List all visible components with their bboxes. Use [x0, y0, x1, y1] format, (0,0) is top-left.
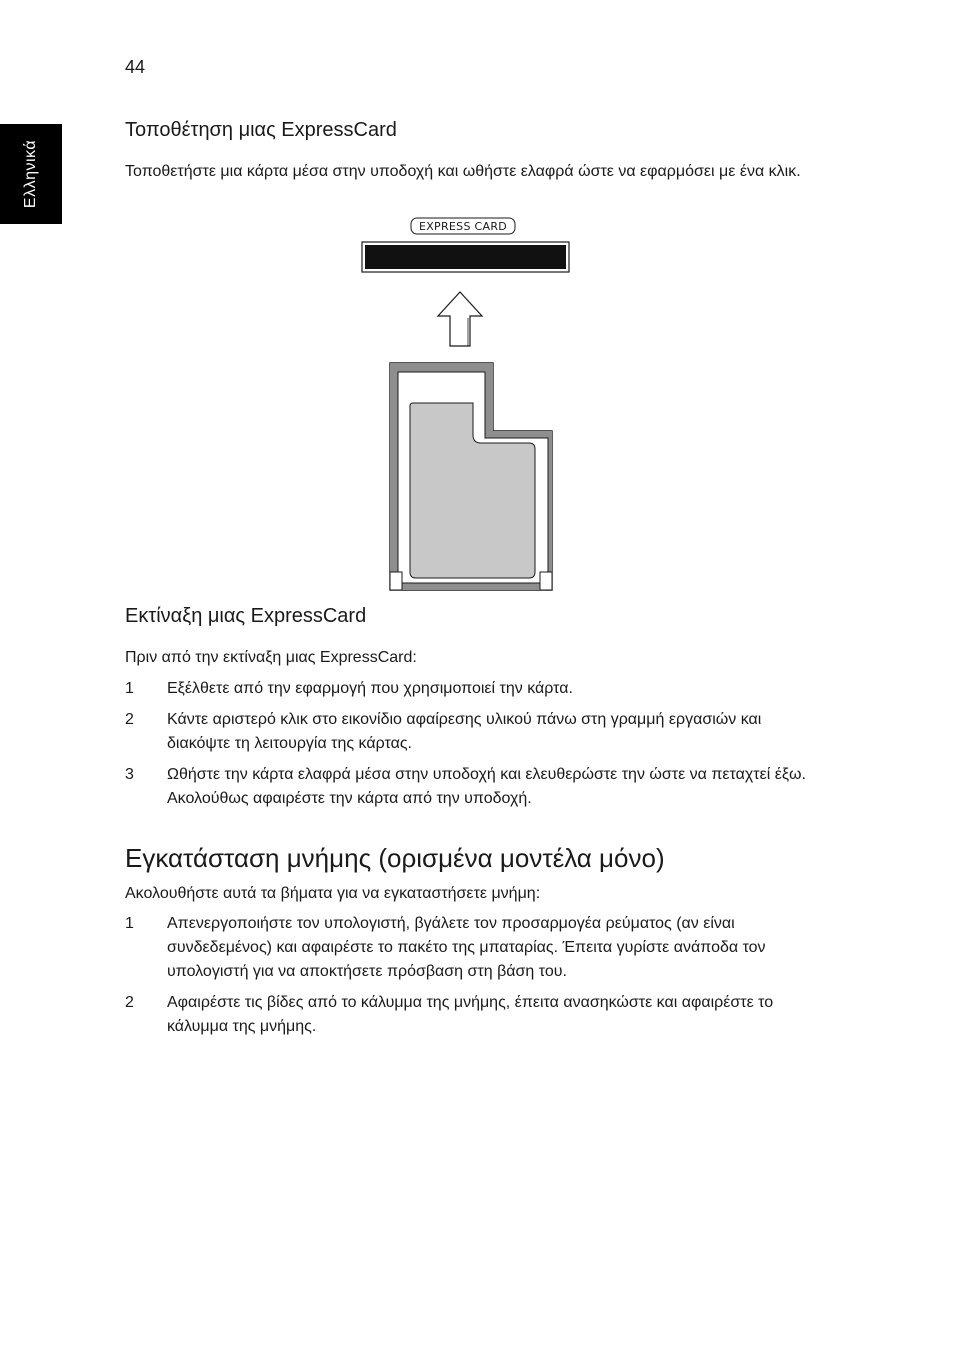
list-item: 1 Εξέλθετε από την εφαρμογή που χρησιμοποιεί την κάρτα.	[125, 680, 573, 697]
card-slot-opening	[365, 245, 566, 269]
memory-heading: Εγκατάσταση μνήμης (ορισμένα μοντέλα μόνο)	[125, 843, 665, 873]
eject-intro: Πριν από την εκτίναξη μιας ExpressCard:	[125, 649, 417, 666]
card-notch-left	[390, 572, 402, 590]
insert-heading: Τοποθέτηση μιας ExpressCard	[125, 119, 397, 141]
expresscard-label-area	[410, 403, 535, 578]
list-item: 1 Απενεργοποιήστε τον υπολογιστή, βγάλετε τον προσαρμογέα ρεύματος (αν είναι συνδεδεμένος) και αφαιρέστε το πακέτο της μπαταρίας. Έπειτα γυρίστε ανάποδα τον υπολογιστή για να αποκτήσετε πρόσβαση στη βάση του.	[125, 915, 766, 980]
eject-heading: Εκτίναξη μιας ExpressCard	[125, 605, 367, 627]
memory-intro: Ακολουθήστε αυτά τα βήματα για να εγκαταστήσετε μνήμη:	[125, 885, 541, 902]
insert-arrow-icon	[438, 292, 482, 346]
slot-label: EXPRESS CARD	[418, 220, 508, 233]
memory-steps-list	[125, 912, 815, 1046]
language-label: Ελληνικά	[22, 139, 39, 209]
list-item: 2 Αφαιρέστε τις βίδες από το κάλυμμα της μνήμης, έπειτα ανασηκώστε και αφαιρέστε το κάλυμμα της μνήμης.	[125, 994, 774, 1035]
list-item: 3 Ωθήστε την κάρτα ελαφρά μέσα στην υποδοχή και ελευθερώστε την ώστε να πεταχτεί έξω. Ακολούθως αφαιρέστε την κάρτα από την υποδοχή.	[125, 766, 806, 807]
card-notch-right	[540, 572, 552, 590]
eject-steps-list	[125, 677, 815, 818]
page-number: 44	[125, 57, 146, 77]
expresscard-illustration	[355, 210, 575, 595]
list-item: 2 Κάντε αριστερό κλικ στο εικονίδιο αφαίρεσης υλικού πάνω στη γραμμή εργασιών και διακόψτε τη λειτουργία της κάρτας.	[125, 711, 762, 752]
insert-text: Τοποθετήστε μια κάρτα μέσα στην υποδοχή και ωθήστε ελαφρά ώστε να εφαρμόσει με ένα κλικ.	[125, 163, 801, 180]
language-side-tab	[0, 124, 62, 224]
expresscard-insert-figure	[355, 210, 575, 595]
